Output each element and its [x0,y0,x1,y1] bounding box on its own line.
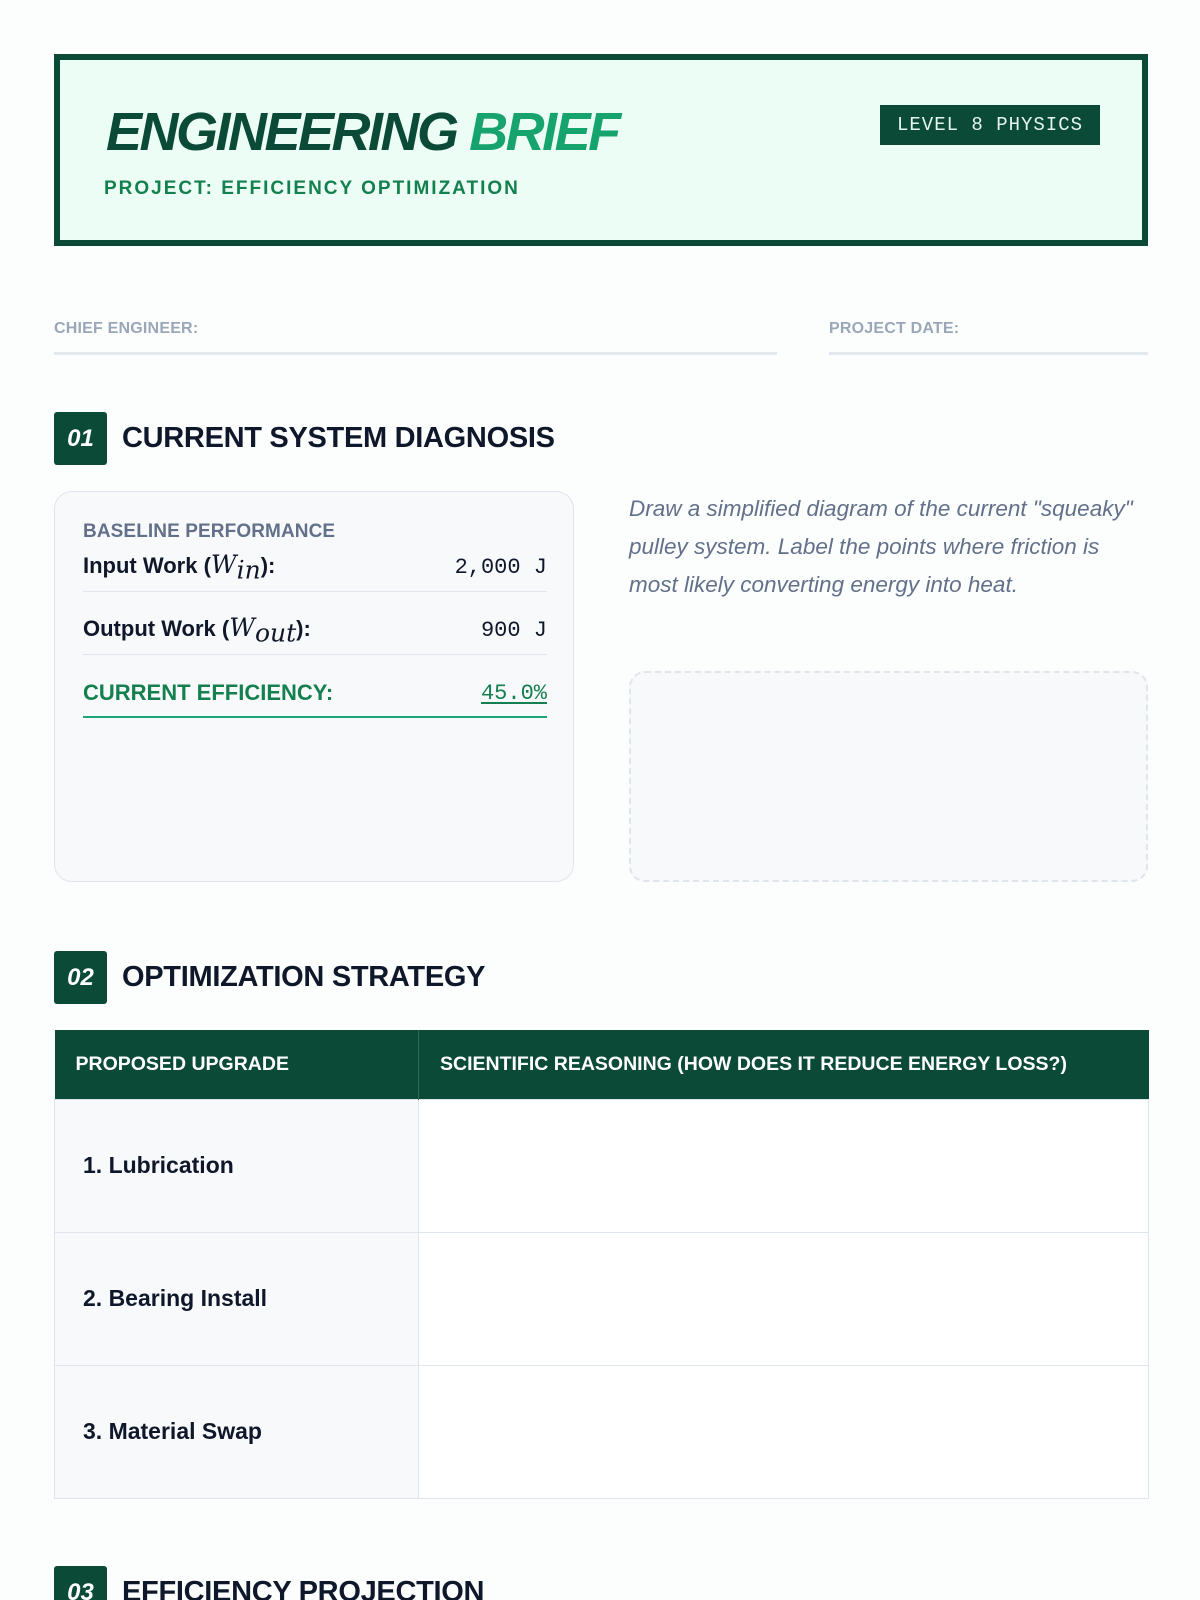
title-accent: BRIEF [469,102,619,162]
project-date-label: PROJECT DATE: [829,320,960,337]
section-title: EFFICIENCY PROJECTION [122,1576,485,1600]
brief-header [54,54,1148,246]
input-work-label: Input Work $(W_{in})$: [83,550,276,585]
chief-engineer-field[interactable] [54,352,777,355]
input-work-row [83,544,547,592]
upgrade-cell: 3. Material Swap [55,1365,419,1498]
section-number: 03 [54,1566,107,1600]
project-subtitle: PROJECT: EFFICIENCY OPTIMIZATION [104,178,520,199]
reasoning-cell[interactable] [419,1099,1149,1232]
column-header: PROPOSED UPGRADE [55,1030,419,1099]
diagram-drawing-area[interactable] [629,671,1148,882]
baseline-performance-card [54,491,574,882]
section-number: 02 [54,951,107,1004]
strategy-table [54,1030,1149,1499]
section-number: 01 [54,412,107,465]
card-label: BASELINE PERFORMANCE [83,521,336,542]
output-work-value: 900 J [480,618,547,643]
table-header-row [55,1030,1149,1099]
section-header-diagnosis [54,412,555,465]
section-header-strategy [54,951,485,1004]
efficiency-label: CURRENT EFFICIENCY: [83,680,334,705]
reasoning-cell[interactable] [419,1232,1149,1365]
input-work-value: 2,000 J [454,555,547,580]
page-title [106,102,619,162]
efficiency-value: 45.0% [480,680,547,706]
diagram-instructions: Draw a simplified diagram of the current "squeaky" pulley system. Label the points where friction is most likely converting energy into heat. [629,496,1133,597]
section-title: CURRENT SYSTEM DIAGNOSIS [122,422,555,454]
column-header: SCIENTIFIC REASONING (HOW DOES IT REDUCE ENERGY LOSS?) [419,1030,1149,1099]
reasoning-cell[interactable] [419,1365,1149,1498]
upgrade-cell: 2. Bearing Install [55,1232,419,1365]
efficiency-row [83,670,547,718]
chief-engineer-label: CHIEF ENGINEER: [54,320,199,337]
title-main: ENGINEERING [106,102,457,162]
table-row [55,1232,1149,1365]
output-work-row [83,607,547,655]
upgrade-cell: 1. Lubrication [55,1099,419,1232]
output-work-label: Output Work $(W_{out})$: [83,613,311,648]
section-header-projection [54,1566,484,1600]
level-badge: LEVEL 8 PHYSICS [880,105,1100,145]
table-row [55,1099,1149,1232]
project-date-field[interactable] [829,352,1148,355]
table-row [55,1365,1149,1498]
section-title: OPTIMIZATION STRATEGY [122,961,486,993]
